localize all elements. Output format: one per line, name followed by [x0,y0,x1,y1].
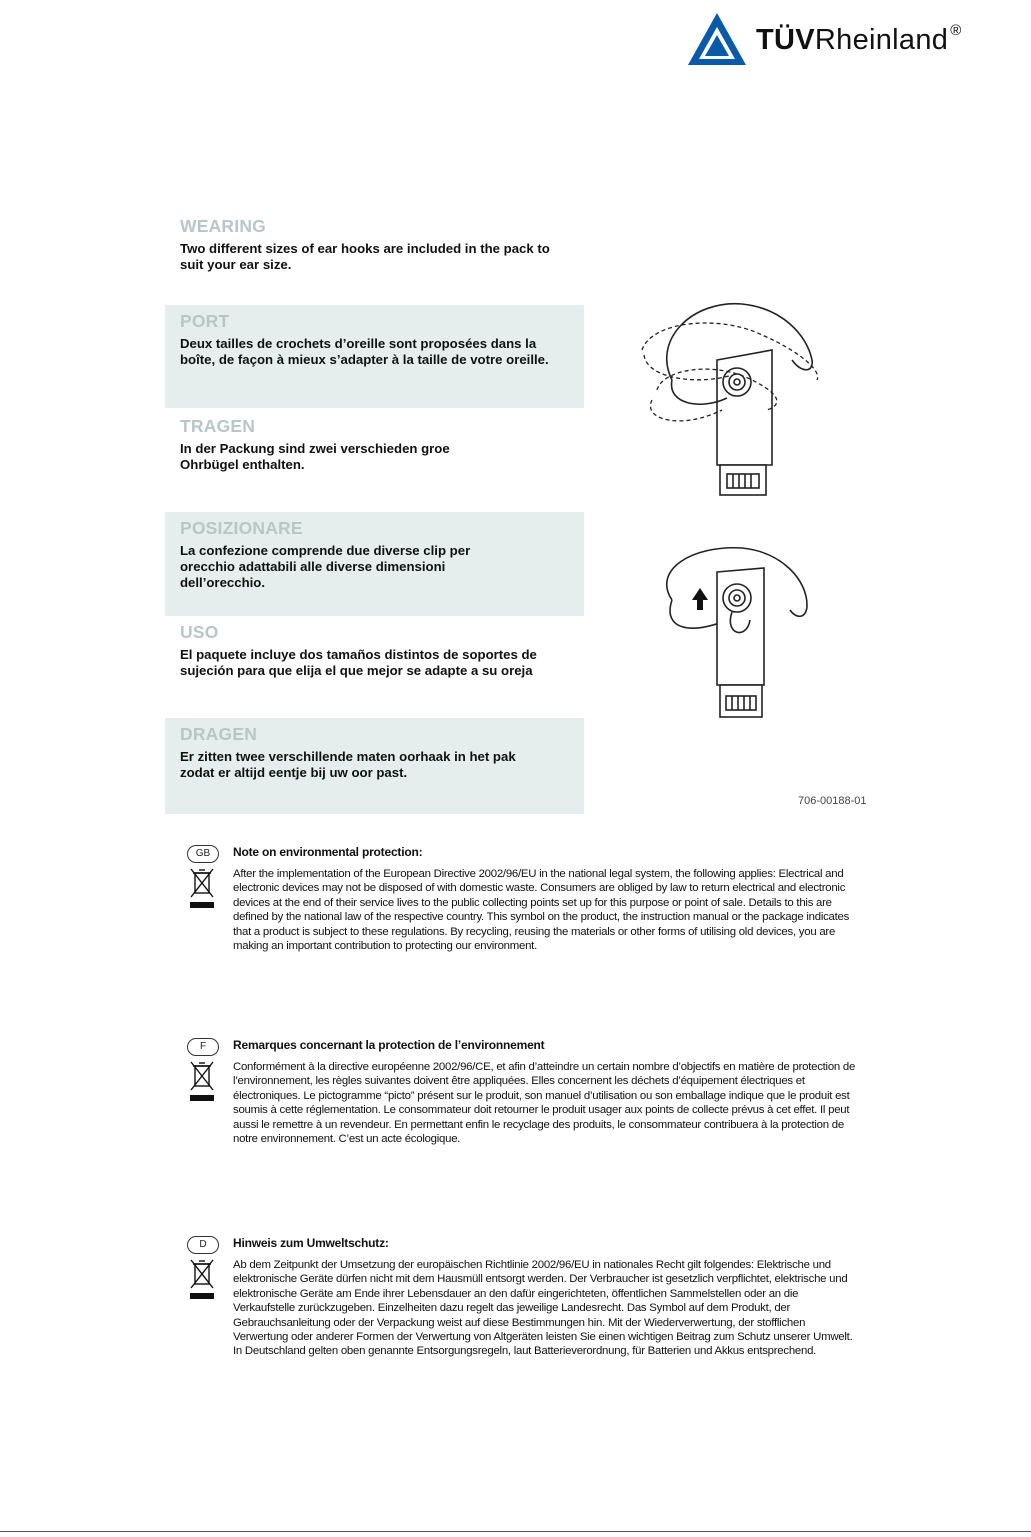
section-port [165,305,584,408]
triangle-logo-icon [686,11,748,67]
language-badge: GB [187,845,219,863]
section-wearing [165,210,584,300]
section-heading: TRAGEN [180,416,256,436]
ear-hook-sizes-illustration [632,290,832,500]
note-title: Remarques concernant la protection de l’environnement [233,1038,545,1052]
note-gb [181,845,861,1015]
section-text: Er zitten twee verschillende maten oorhaak in het pak zodat er altijd eentje bij uw oor past. [180,749,516,780]
note-text: After the implementation of the European Directive 2002/96/EU in the national legal system, the following applies: Electrical and electronic devices may not be disposed of with domestic waste. Consumers are obliged by law to return electrical and electronic devices at the end of their service lives to the public collecting points set up for this purpose or point of sale. Details to this are defined by the national law of the respective country. This symbol on the product, the instruction manual or the package indicates that a product is subject to these regulations. By recycling, reusing the materials or other forms of utilising old devices, you are making an important contribution to protecting our environment. [233,868,850,953]
language-badge: D [187,1236,219,1254]
section-posizionare [165,512,584,616]
note-title: Hinweis zum Umweltschutz: [233,1236,389,1250]
tuv-rheinland-logo [686,8,1016,70]
note-d [181,1236,861,1436]
note-text: Conformément à la directive européenne 2002/96/CE, et afin d’atteindre un certain nombre d’objectifs en matière de protection de l’environnement, les règles suivantes doivent être appliquées. Elles concernent les déchets d’équipement électriques et électroniques. Le pictogramme “picto” présent sur le produit, son manuel d’utilisation ou son emballage indique que le produit est soumis à cette réglementation. Le consommateur doit retourner le produit usager aux points de collecte prévus à cet effet. Il peut aussi le remettre à un revendeur. En permettant enfin le recyclage des produits, le consommateur contribuera à la protection de notre environnement. C’est un acte écologique. [233,1061,856,1146]
bottom-divider [0,1531,1031,1532]
document-code: 706-00188-01 [798,795,867,807]
crossed-bin-icon [189,1256,215,1300]
section-text: Two different sizes of ear hooks are included in the pack to suit your ear size. [180,241,550,272]
section-text: In der Packung sind zwei verschieden groe Ohrbügel enthalten. [180,441,450,472]
section-heading: USO [180,622,219,642]
crossed-bin-icon [189,1058,215,1102]
section-heading: WEARING [180,216,266,236]
section-dragen [165,718,584,814]
ear-hook-attached-illustration [632,540,832,725]
section-text: El paquete incluye dos tamaños distintos de soportes de sujeción para que elija el que mejor se adapte a su oreja [180,647,537,678]
section-tragen [165,410,584,510]
crossed-bin-icon [189,865,215,909]
section-heading: DRAGEN [180,724,258,744]
section-uso [165,616,584,716]
note-title: Note on environmental protection: [233,845,423,859]
section-text: La confezione comprende due diverse clip per orecchio adattabili alle diverse dimensioni dell’orecchio. [180,543,471,590]
note-text: Ab dem Zeitpunkt der Umsetzung der europäischen Richtlinie 2002/96/EU in nationales Recht gilt folgendes: Elektrische und elektronische Geräte dürfen nicht mit dem Hausmüll entsorgt werden. Der Verbraucher ist gesetzlich verpflichtet, elektrische und elektronische Geräte am Ende ihrer Lebensdauer an den dafür eingerichteten, öffentlichen Sammelstellen oder an die Verkaufstelle zurückzugeben. Einzelheiten dazu regelt das jeweilige Landesrecht. Das Symbol auf dem Produkt, der Gebrauchsanleitung oder der Verpackung weist auf diese Bestimmungen hin. Mit der Wiederverwertung, der stofflichen Verwertung oder anderer Formen der Verwertung von Altgeräten leisten Sie einen wichtigen Beitrag zum Schutz unserer Umwelt. In Deutschland gelten oben genannte Entsorgungsregeln, laut Batterieverordnung, für Batterien und Akkus entsprechend. [233,1259,853,1358]
arrow-up-icon [692,588,708,610]
section-heading: PORT [180,311,230,331]
section-heading: POSIZIONARE [180,518,303,538]
language-badge: F [187,1038,219,1056]
logo-wordmark: TÜVRheinland ® [756,21,962,56]
section-text: Deux tailles de crochets d’oreille sont proposées dans la boîte, de façon à mieux s’adapter à la taille de votre oreille. [180,336,549,367]
note-f [181,1038,861,1208]
